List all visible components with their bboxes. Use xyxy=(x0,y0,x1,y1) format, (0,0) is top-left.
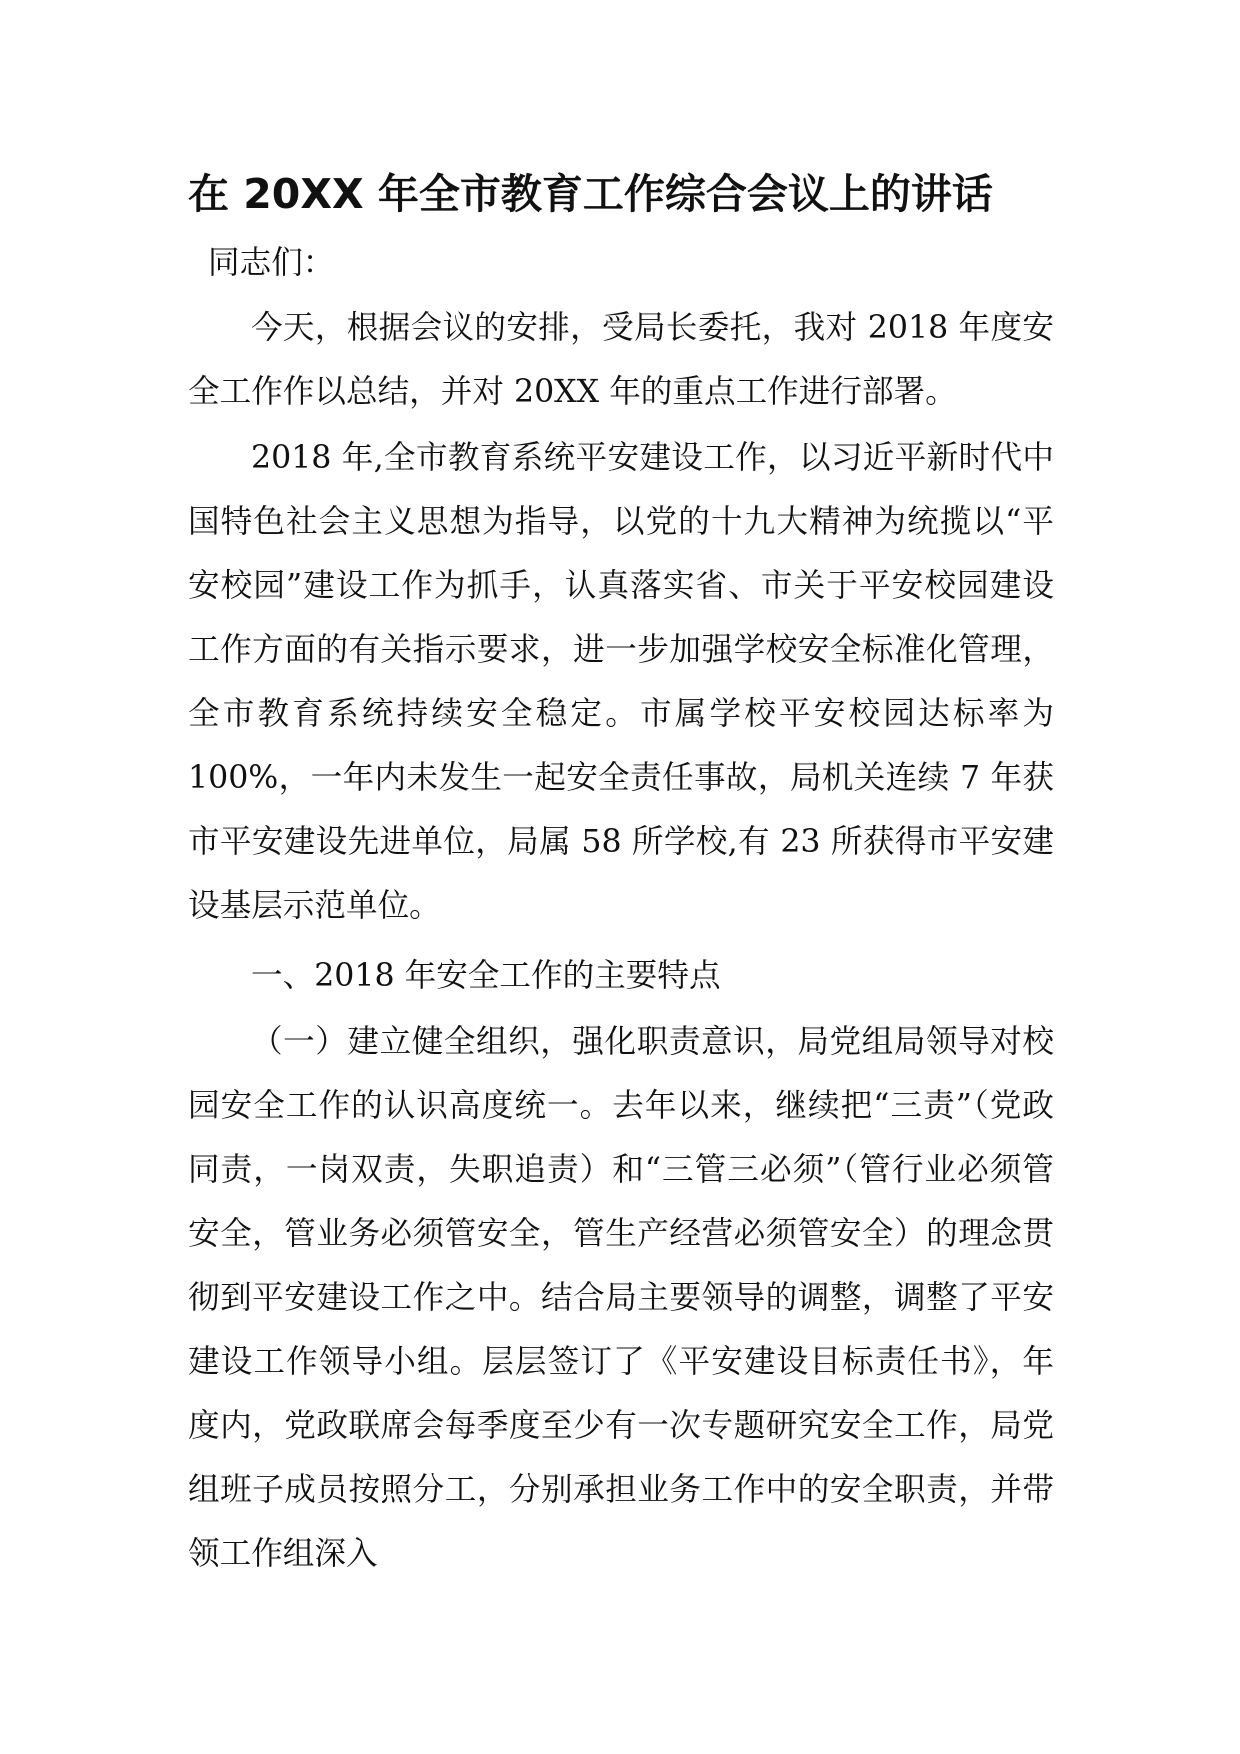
salutation: 同志们： xyxy=(208,245,335,281)
section-heading-1: 一、2018 年安全工作的主要特点 xyxy=(251,958,721,994)
paragraph-summary-2018: 2018 年,全市教育系统平安建设工作，以习近平新时代中国特色社会主义思想为指导，以党的十九大精神为统揽以“平安校园”建设工作为抓手，认真落实省、市关于平安校园建设工作方面的有关指示要求，进一步加强学校安全标准化管理，全市教育系统持续安全稳定。市属学校平安校园达标率为 100%，一年内未发生一起安全责任事故，局机关连续 7 年获市平安建设先进单位，局属 58 所学校,有 23 所获得市平安建设基层示范单位。 xyxy=(188,440,1054,924)
document-title: 在 20XX 年全市教育工作综合会议上的讲话 xyxy=(188,170,993,218)
paragraph-intro: 今天，根据会议的安排，受局长委托，我对 2018 年度安全工作作以总结，并对 20XX 年的重点工作进行部署。 xyxy=(188,310,1054,410)
paragraph-section-1-1: （一）建立健全组织，强化职责意识，局党组局领导对校园安全工作的认识高度统一。去年以来，继续把“三责”（党政同责，一岗双责，失职追责）和“三管三必须”（管行业必须管安全，管业务必须管安全，管生产经营必须管安全）的理念贯彻到平安建设工作之中。结合局主要领导的调整，调整了平安建设工作领导小组。层层签订了《平安建设目标责任书》，年度内，党政联席会每季度至少有一次专题研究安全工作，局党组班子成员按照分工，分别承担业务工作中的安全职责，并带领工作组深入 xyxy=(188,1024,1054,1572)
